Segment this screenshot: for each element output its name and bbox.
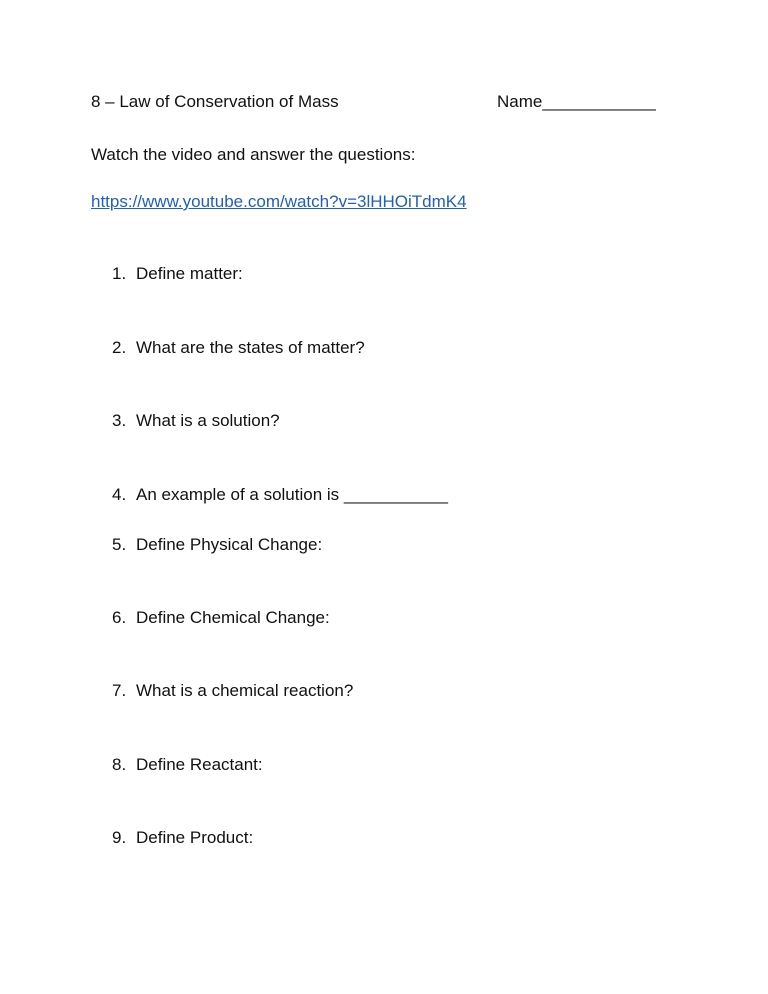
question-item (112, 264, 243, 284)
question-text: An example of a solution is ___________ (136, 485, 448, 504)
name-field-label: Name____________ (497, 92, 656, 111)
question-item (112, 681, 353, 701)
question-number: 3. (112, 411, 127, 430)
question-number: 7. (112, 681, 127, 700)
question-text: Define Chemical Change: (136, 608, 330, 627)
question-item (112, 535, 322, 555)
question-text: What is a chemical reaction? (136, 681, 354, 700)
instructions-text: Watch the video and answer the questions: (91, 145, 416, 164)
question-item (112, 608, 330, 628)
page-title: 8 – Law of Conservation of Mass (91, 92, 339, 111)
question-item (112, 338, 365, 358)
question-text: What is a solution? (136, 411, 280, 430)
question-text: Define Reactant: (136, 755, 263, 774)
question-text: Define Physical Change: (136, 535, 323, 554)
question-item (112, 828, 253, 848)
question-number: 6. (112, 608, 127, 627)
question-number: 9. (112, 828, 127, 847)
question-text: What are the states of matter? (136, 338, 365, 357)
question-item (112, 485, 448, 505)
question-number: 5. (112, 535, 127, 554)
question-item (112, 411, 280, 431)
question-number: 8. (112, 755, 127, 774)
question-text: Define Product: (136, 828, 254, 847)
question-number: 1. (112, 264, 127, 283)
question-item (112, 755, 263, 775)
video-link[interactable]: https://www.youtube.com/watch?v=3lHHOiTdmK4 (91, 192, 467, 211)
question-text: Define matter: (136, 264, 243, 283)
question-number: 4. (112, 485, 127, 504)
question-number: 2. (112, 338, 127, 357)
